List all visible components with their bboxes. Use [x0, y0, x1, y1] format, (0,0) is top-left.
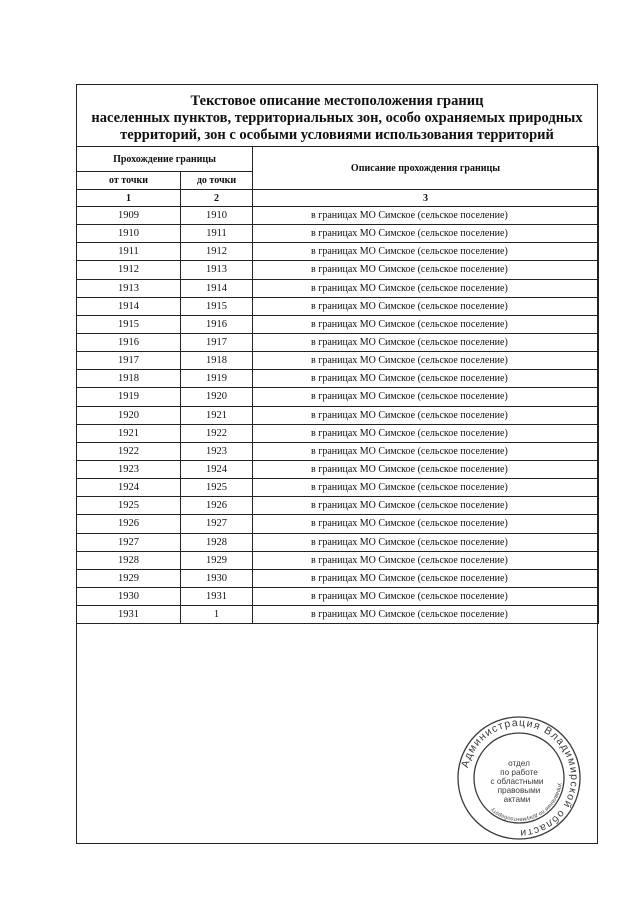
cell-to-point: 1927 [181, 515, 253, 533]
cell-to-point: 1910 [181, 207, 253, 225]
cell-to-point: 1922 [181, 424, 253, 442]
cell-to-point: 1 [181, 606, 253, 624]
cell-description: в границах МО Симское (сельское поселение) [253, 297, 599, 315]
table-row [77, 587, 599, 605]
cell-description: в границах МО Симское (сельское поселение) [253, 497, 599, 515]
cell-to-point: 1912 [181, 243, 253, 261]
cell-description: в границах МО Симское (сельское поселение) [253, 279, 599, 297]
stamp-center-line: отдел [508, 759, 530, 768]
table-row [77, 261, 599, 279]
cell-from-point: 1925 [77, 497, 181, 515]
cell-to-point: 1919 [181, 370, 253, 388]
cell-from-point: 1910 [77, 225, 181, 243]
column-number-1: 1 [77, 190, 181, 207]
table-row [77, 370, 599, 388]
cell-from-point: 1911 [77, 243, 181, 261]
table-row [77, 442, 599, 460]
cell-to-point: 1925 [181, 479, 253, 497]
cell-to-point: 1915 [181, 297, 253, 315]
cell-description: в границах МО Симское (сельское поселение) [253, 207, 599, 225]
table-row [77, 533, 599, 551]
cell-from-point: 1929 [77, 569, 181, 587]
cell-description: в границах МО Симское (сельское поселение) [253, 515, 599, 533]
cell-from-point: 1924 [77, 479, 181, 497]
cell-from-point: 1913 [77, 279, 181, 297]
stamp-center-line: правовыми [497, 786, 541, 795]
cell-description: в границах МО Симское (сельское поселение) [253, 261, 599, 279]
cell-description: в границах МО Симское (сельское поселение) [253, 243, 599, 261]
cell-to-point: 1926 [181, 497, 253, 515]
document-title [77, 93, 597, 144]
cell-description: в границах МО Симское (сельское поселение) [253, 333, 599, 351]
cell-to-point: 1918 [181, 352, 253, 370]
table-row [77, 497, 599, 515]
cell-description: в границах МО Симское (сельское поселение) [253, 406, 599, 424]
table-row [77, 406, 599, 424]
column-number-3: 3 [253, 190, 599, 207]
stamp-center-line: с областными [490, 777, 544, 786]
cell-from-point: 1919 [77, 388, 181, 406]
table-row [77, 352, 599, 370]
table-row [77, 479, 599, 497]
cell-to-point: 1916 [181, 315, 253, 333]
cell-from-point: 1921 [77, 424, 181, 442]
cell-from-point: 1928 [77, 551, 181, 569]
cell-to-point: 1923 [181, 442, 253, 460]
cell-to-point: 1913 [181, 261, 253, 279]
cell-description: в границах МО Симское (сельское поселение) [253, 225, 599, 243]
table-row [77, 225, 599, 243]
cell-to-point: 1911 [181, 225, 253, 243]
boundary-table [76, 146, 599, 624]
cell-description: в границах МО Симское (сельское поселение) [253, 315, 599, 333]
table-row [77, 515, 599, 533]
cell-from-point: 1918 [77, 370, 181, 388]
cell-description: в границах МО Симское (сельское поселение) [253, 388, 599, 406]
cell-description: в границах МО Симское (сельское поселение) [253, 352, 599, 370]
table-row [77, 424, 599, 442]
cell-to-point: 1931 [181, 587, 253, 605]
cell-from-point: 1922 [77, 442, 181, 460]
cell-from-point: 1927 [77, 533, 181, 551]
table-row [77, 460, 599, 478]
title-line-2: населенных пунктов, территориальных зон, особо охраняемых природных [91, 110, 583, 126]
cell-description: в границах МО Симское (сельское поселение) [253, 569, 599, 587]
table-row [77, 388, 599, 406]
header-group: Прохождение границы [77, 147, 253, 172]
cell-to-point: 1917 [181, 333, 253, 351]
stamp-ring-text: Администрация Владимирской области [459, 716, 581, 840]
table-row [77, 551, 599, 569]
header-description: Описание прохождения границы [253, 147, 599, 190]
header-to: до точки [181, 172, 253, 190]
title-line-1: Текстовое описание местоположения границ [190, 93, 484, 109]
cell-from-point: 1917 [77, 352, 181, 370]
table-row [77, 243, 599, 261]
cell-description: в границах МО Симское (сельское поселение) [253, 533, 599, 551]
cell-description: в границах МО Симское (сельское поселение) [253, 587, 599, 605]
stamp-center-line: актами [503, 795, 531, 804]
cell-description: в границах МО Симское (сельское поселение) [253, 479, 599, 497]
cell-from-point: 1914 [77, 297, 181, 315]
cell-to-point: 1928 [181, 533, 253, 551]
table-row [77, 315, 599, 333]
stamp-inner-ring-text: управление по документообороту [489, 782, 563, 823]
stamp-center-text [490, 759, 543, 804]
cell-to-point: 1920 [181, 388, 253, 406]
cell-to-point: 1930 [181, 569, 253, 587]
cell-description: в границах МО Симское (сельское поселение) [253, 424, 599, 442]
title-line-3: территорий, зон с особыми условиями использования территорий [120, 127, 554, 143]
cell-to-point: 1921 [181, 406, 253, 424]
cell-from-point: 1930 [77, 587, 181, 605]
cell-description: в границах МО Симское (сельское поселение) [253, 551, 599, 569]
cell-to-point: 1929 [181, 551, 253, 569]
cell-description: в границах МО Симское (сельское поселение) [253, 460, 599, 478]
cell-from-point: 1920 [77, 406, 181, 424]
header-from: от точки [77, 172, 181, 190]
column-number-2: 2 [181, 190, 253, 207]
cell-from-point: 1915 [77, 315, 181, 333]
cell-description: в границах МО Симское (сельское поселение) [253, 442, 599, 460]
cell-from-point: 1912 [77, 261, 181, 279]
table-row [77, 333, 599, 351]
table-row [77, 207, 599, 225]
cell-to-point: 1914 [181, 279, 253, 297]
cell-from-point: 1909 [77, 207, 181, 225]
cell-description: в границах МО Симское (сельское поселение) [253, 606, 599, 624]
table-row [77, 297, 599, 315]
cell-from-point: 1916 [77, 333, 181, 351]
official-stamp [455, 714, 583, 842]
cell-from-point: 1923 [77, 460, 181, 478]
table-row [77, 569, 599, 587]
table-row [77, 279, 599, 297]
table-row [77, 606, 599, 624]
stamp-center-line: по работе [500, 768, 538, 777]
cell-from-point: 1926 [77, 515, 181, 533]
cell-from-point: 1931 [77, 606, 181, 624]
cell-description: в границах МО Симское (сельское поселение) [253, 370, 599, 388]
cell-to-point: 1924 [181, 460, 253, 478]
